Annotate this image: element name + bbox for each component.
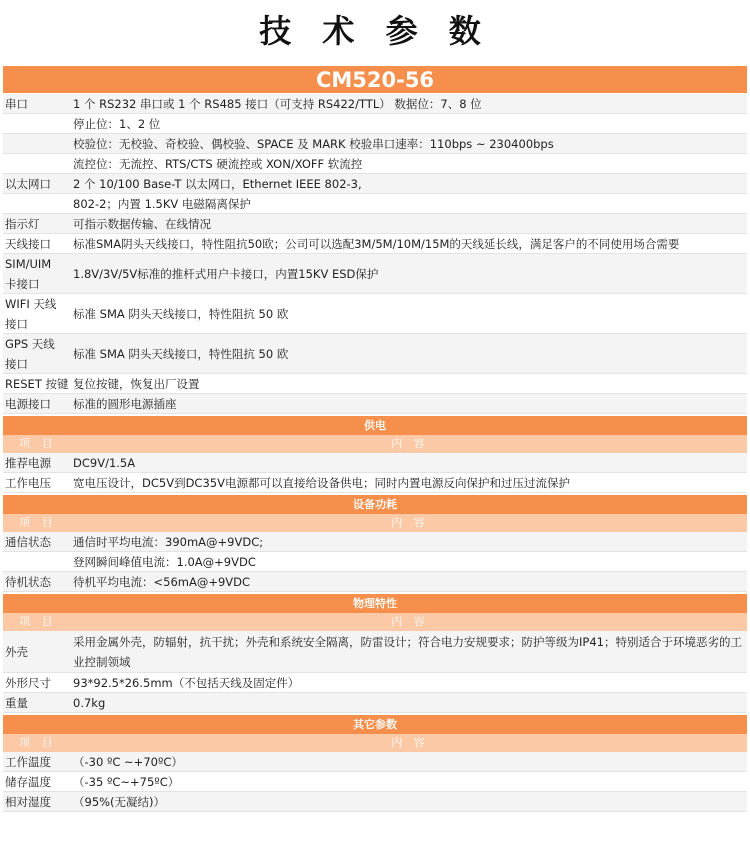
- row-label: 待机状态: [3, 572, 71, 591]
- table-row: [3, 294, 747, 334]
- row-value: 标准 SMA 阴头天线接口，特性阻抗 50 欧: [71, 334, 747, 373]
- row-label: 通信状态: [3, 532, 71, 551]
- section-header: 物理特性: [3, 594, 747, 613]
- table-row: [3, 234, 747, 254]
- row-value: （95%(无凝结)）: [71, 792, 747, 811]
- row-value: 标准 SMA 阴头天线接口，特性阻抗 50 欧: [73, 306, 289, 321]
- table-row: [3, 154, 747, 174]
- spec-sheet: [3, 66, 747, 812]
- table-row: [3, 453, 747, 473]
- column-header: [3, 435, 747, 453]
- row-label: 相对湿度: [3, 792, 71, 811]
- row-value: 流控位：无流控、RTS/CTS 硬流控或 XON/XOFF 软流控: [73, 156, 363, 171]
- row-label: [3, 134, 71, 153]
- table-row: [3, 254, 747, 294]
- column-header: [3, 613, 747, 631]
- row-label: [3, 154, 71, 173]
- row-label: 工作温度: [3, 752, 71, 771]
- row-value: （-35 ºC~+75ºC）: [73, 774, 180, 789]
- table-row: [3, 374, 747, 394]
- row-value: 1.8V/3V/5V标准的推杆式用户卡接口，内置15KV ESD保护: [71, 254, 747, 293]
- section-header: 供电: [3, 416, 747, 435]
- table-row: [3, 772, 747, 792]
- row-label: 串口: [3, 94, 71, 113]
- row-value: 待机平均电流：<56mA@+9VDC: [71, 572, 747, 591]
- table-row: [3, 473, 747, 493]
- row-label: RESET 按键: [5, 376, 69, 391]
- column-header-content: 内 容: [391, 516, 429, 529]
- row-value: 2 个 10/100 Base-T 以太网口，Ethernet IEEE 802-3,: [71, 174, 747, 193]
- row-value: 标准SMA阴头天线接口，特性阻抗50欧；公司可以选配3M/5M/10M/15M的天线延长线，满足客户的不同使用场合需要: [73, 236, 680, 251]
- row-value: 1 个 RS232 串口或 1 个 RS485 接口（可支持 RS422/TTL） 数据位：7、8 位: [71, 94, 747, 113]
- table-row: [3, 174, 747, 194]
- row-value: 802-2；内置 1.5KV 电磁隔离保护: [73, 196, 251, 211]
- table-row: [3, 334, 747, 374]
- column-header-content: 内 容: [391, 437, 429, 450]
- table-row: [3, 752, 747, 772]
- row-value: 复位按键，恢复出厂设置: [73, 376, 200, 391]
- row-value: 宽电压设计，DC5V到DC35V电源都可以直接给设备供电；同时内置电源反向保护和过压过流保护: [73, 475, 570, 490]
- row-label: 外壳: [3, 631, 71, 672]
- row-label: 以太网口: [3, 174, 71, 193]
- column-header-item: 项 目: [19, 516, 57, 529]
- column-header: [3, 514, 747, 532]
- row-value: 可指示数据传输、在线情况: [71, 214, 747, 233]
- column-header-item: 项 目: [19, 615, 57, 628]
- row-label: 重量: [3, 693, 71, 712]
- row-value: 标准的圆形电源插座: [71, 394, 747, 413]
- row-label: SIM/UIM 卡接口: [3, 254, 71, 293]
- row-value: 停止位：1、2 位: [73, 116, 161, 131]
- row-value: 93*92.5*26.5mm（不包括天线及固定件）: [73, 675, 300, 690]
- row-label: 推荐电源: [3, 453, 71, 472]
- table-row: [3, 394, 747, 414]
- row-label: 指示灯: [3, 214, 71, 233]
- table-row: [3, 134, 747, 154]
- product-model-bar: CM520-56: [3, 66, 747, 94]
- table-row: [3, 532, 747, 552]
- row-value: DC9V/1.5A: [71, 453, 747, 472]
- section-header: 其它参数: [3, 715, 747, 734]
- section-header: 设备功耗: [3, 495, 747, 514]
- row-label: 外形尺寸: [5, 675, 51, 690]
- row-value: 通信时平均电流：390mA@+9VDC;: [71, 532, 747, 551]
- column-header-item: 项 目: [19, 736, 57, 749]
- table-row: [3, 94, 747, 114]
- row-label: WIFI 天线 接口: [5, 296, 57, 331]
- row-label: 工作电压: [5, 475, 51, 490]
- sections: [3, 414, 747, 812]
- row-label: GPS 天线 接口: [3, 334, 71, 373]
- column-header-content: 内 容: [391, 736, 429, 749]
- row-value: （-30 ºC ~+70ºC）: [71, 752, 747, 771]
- row-label: [3, 114, 71, 133]
- row-value: 校验位：无校验、奇校验、偶校验、SPACE 及 MARK 校验串口速率：110bps ~ 230400bps: [71, 134, 747, 153]
- spec-rows: [3, 94, 747, 414]
- row-label: [3, 194, 71, 213]
- table-row: [3, 552, 747, 572]
- row-value: 采用金属外壳，防辐射，抗干扰；外壳和系统安全隔离，防雷设计；符合电力安规要求；防护等级为IP41；特别适合于环境恶劣的工业控制领域: [71, 631, 747, 672]
- page-title: 技 术 参 数: [259, 12, 491, 50]
- column-header-item: 项 目: [19, 437, 57, 450]
- table-row: [3, 693, 747, 713]
- row-value: 0.7kg: [71, 693, 747, 712]
- table-row: [3, 114, 747, 134]
- column-header: [3, 734, 747, 752]
- table-row: [3, 572, 747, 592]
- row-label: 储存温度: [5, 774, 51, 789]
- table-row: [3, 214, 747, 234]
- column-header-content: 内 容: [391, 615, 429, 628]
- table-row: [3, 631, 747, 673]
- row-label: 天线接口: [5, 236, 51, 251]
- table-row: [3, 673, 747, 693]
- table-row: [3, 792, 747, 812]
- row-label: [3, 552, 71, 571]
- row-value: 登网瞬间峰值电流：1.0A@+9VDC: [73, 554, 256, 569]
- row-label: 电源接口: [3, 394, 71, 413]
- table-row: [3, 194, 747, 214]
